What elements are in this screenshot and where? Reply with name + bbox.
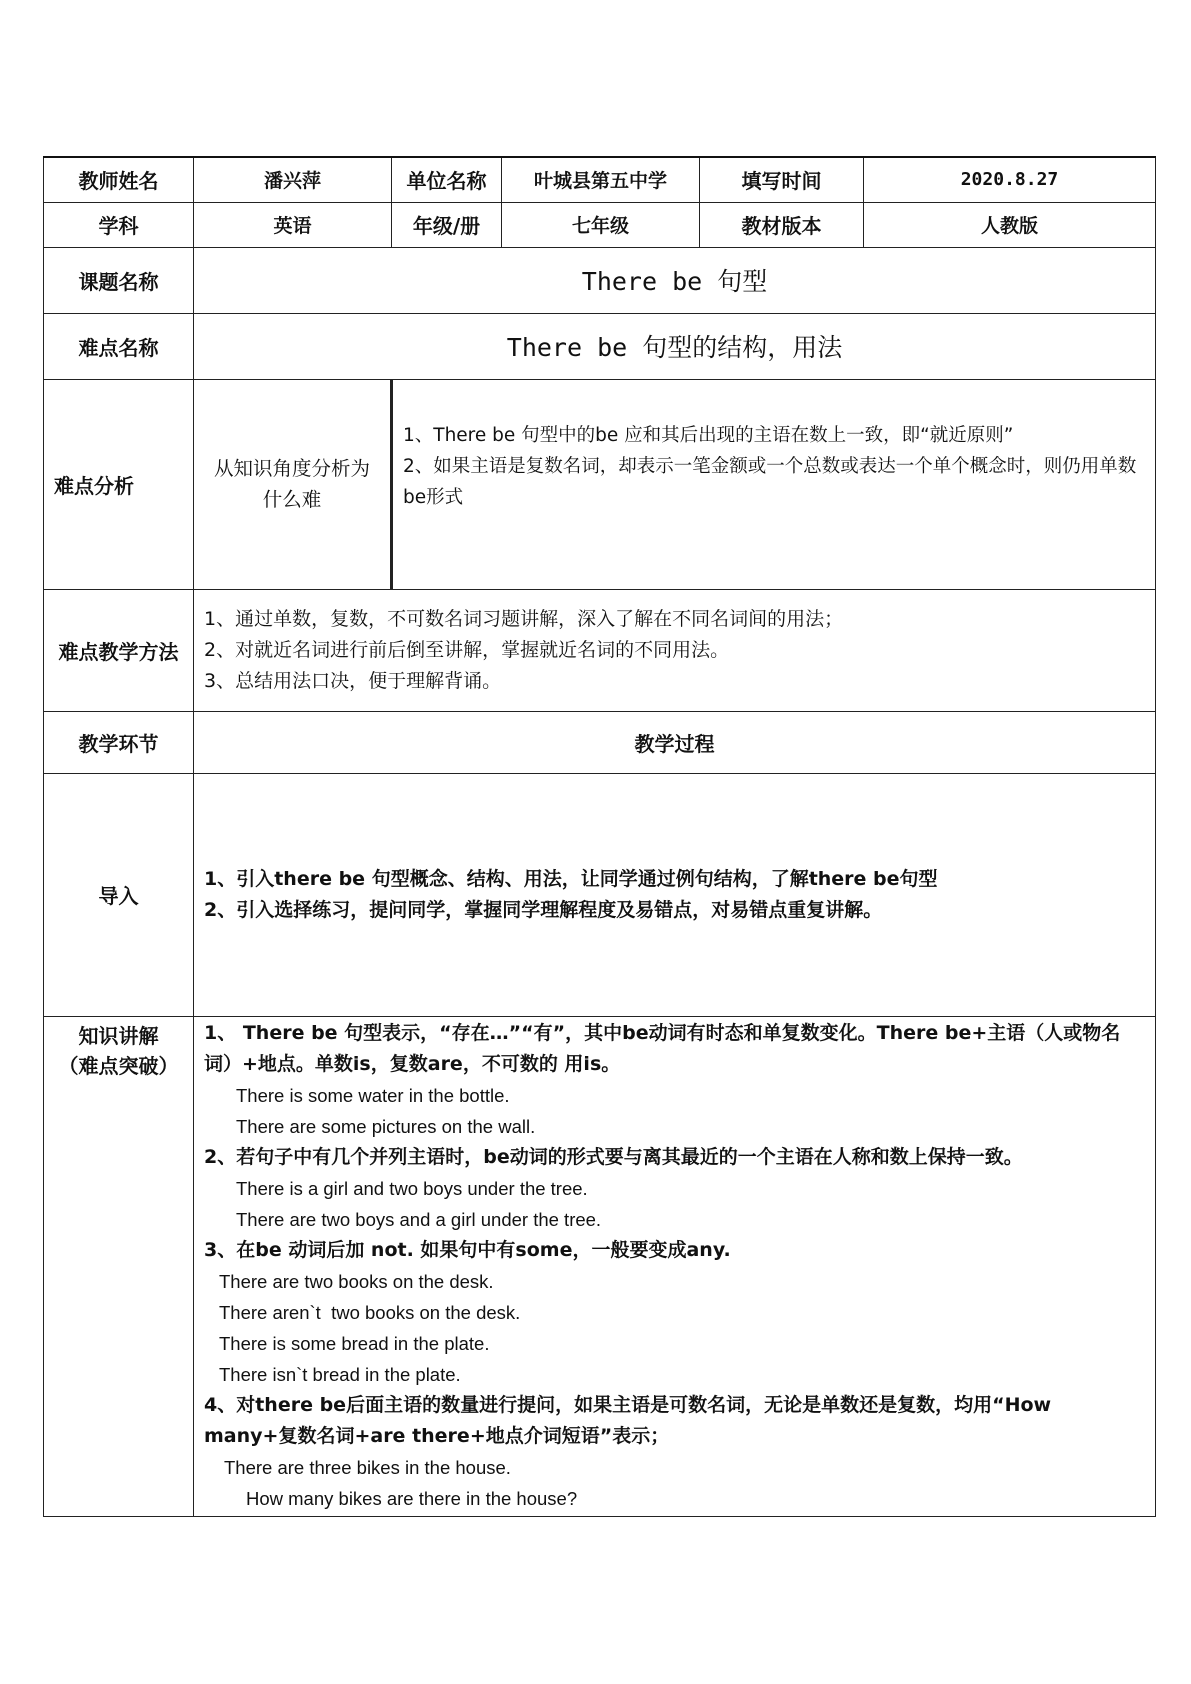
process-header-row [44, 711, 1156, 773]
lesson-plan-table [43, 156, 1156, 1517]
topic-value: There be 句型 [194, 247, 1156, 313]
difficulty-value: There be 句型的结构，用法 [194, 313, 1156, 379]
example-3d: There isn`t bread in the plate. [219, 1363, 461, 1385]
intro-content [194, 773, 1156, 1016]
method-line-3: 3、总结用法口决，便于理解背诵。 [204, 669, 502, 692]
process-stage-label: 教学环节 [44, 711, 194, 773]
example-3c: There is some bread in the plate. [219, 1332, 490, 1354]
knowledge-label [44, 1016, 194, 1516]
date-label: 填写时间 [700, 157, 864, 202]
unit-value: 叶城县第五中学 [502, 157, 700, 202]
analysis-line-2: 2、如果主语是复数名词，却表示一笔金额或一个总数或表达一个单个概念时，则仍用单数be形式 [403, 455, 1137, 508]
intro-label: 导入 [44, 773, 194, 1016]
example-3b: There aren`t two books on the desk. [219, 1301, 521, 1323]
analysis-label: 难点分析 [44, 379, 194, 589]
knowledge-point-1: 1、 There be 句型表示，“存在…”“有”，其中be动词有时态和单复数变化。There be+主语（人或物名词）+地点。单数is，复数are，不可数的 用is。 [204, 1021, 1121, 1075]
intro-line-1: 1、引入there be 句型概念、结构、用法，让同学通过例句结构，了解there be句型 [204, 867, 938, 890]
method-line-1: 1、通过单数，复数，不可数名词习题讲解，深入了解在不同名词间的用法； [204, 607, 844, 630]
method-content [194, 589, 1156, 711]
analysis-line-1: 1、There be 句型中的be 应和其后出现的主语在数上一致，即“就近原则” [403, 424, 1014, 446]
example-3a: There are two books on the desk. [219, 1270, 494, 1292]
method-label: 难点教学方法 [44, 589, 194, 711]
knowledge-point-4: 4、对there be后面主语的数量进行提问，如果主语是可数名词，无论是单数还是复数，均用“How many+复数名词+are there+地点介词短语”表示； [204, 1393, 1052, 1447]
example-1b: There are some pictures on the wall. [236, 1115, 536, 1137]
info-row-2 [44, 202, 1156, 247]
analysis-row [44, 379, 1156, 589]
grade-label: 年级/册 [392, 202, 502, 247]
subject-label: 学科 [44, 202, 194, 247]
info-row-1 [44, 157, 1156, 202]
knowledge-content [194, 1016, 1156, 1516]
grade-value: 七年级 [502, 202, 700, 247]
difficulty-label: 难点名称 [44, 313, 194, 379]
analysis-content [392, 379, 1156, 589]
teacher-value: 潘兴萍 [194, 157, 392, 202]
process-content-label: 教学过程 [194, 711, 1156, 773]
knowledge-point-3: 3、在be 动词后加 not. 如果句中有some，一般要变成any. [204, 1238, 731, 1261]
intro-row [44, 773, 1156, 1016]
unit-label: 单位名称 [392, 157, 502, 202]
example-1a: There is some water in the bottle. [236, 1084, 510, 1106]
example-2a: There is a girl and two boys under the tree. [236, 1177, 588, 1199]
knowledge-label-line-2: （难点突破） [58, 1053, 179, 1078]
edition-value: 人教版 [864, 202, 1156, 247]
knowledge-row [44, 1016, 1156, 1516]
topic-label: 课题名称 [44, 247, 194, 313]
teacher-label: 教师姓名 [44, 157, 194, 202]
example-4b: How many bikes are there in the house? [246, 1487, 578, 1509]
analysis-sub-label: 从知识角度分析为什么难 [194, 379, 392, 589]
method-line-2: 2、对就近名词进行前后倒至讲解，掌握就近名词的不同用法。 [204, 638, 730, 661]
knowledge-point-2: 2、若句子中有几个并列主语时，be动词的形式要与离其最近的一个主语在人称和数上保持一致。 [204, 1145, 1023, 1168]
edition-label: 教材版本 [700, 202, 864, 247]
intro-line-2: 2、引入选择练习，提问同学，掌握同学理解程度及易错点，对易错点重复讲解。 [204, 898, 883, 921]
example-2b: There are two boys and a girl under the tree. [236, 1208, 602, 1230]
knowledge-label-line-1: 知识讲解 [78, 1023, 159, 1048]
topic-row [44, 247, 1156, 313]
difficulty-row [44, 313, 1156, 379]
example-4a: There are three bikes in the house. [224, 1456, 511, 1478]
subject-value: 英语 [194, 202, 392, 247]
date-value: 2020.8.27 [864, 157, 1156, 202]
method-row [44, 589, 1156, 711]
